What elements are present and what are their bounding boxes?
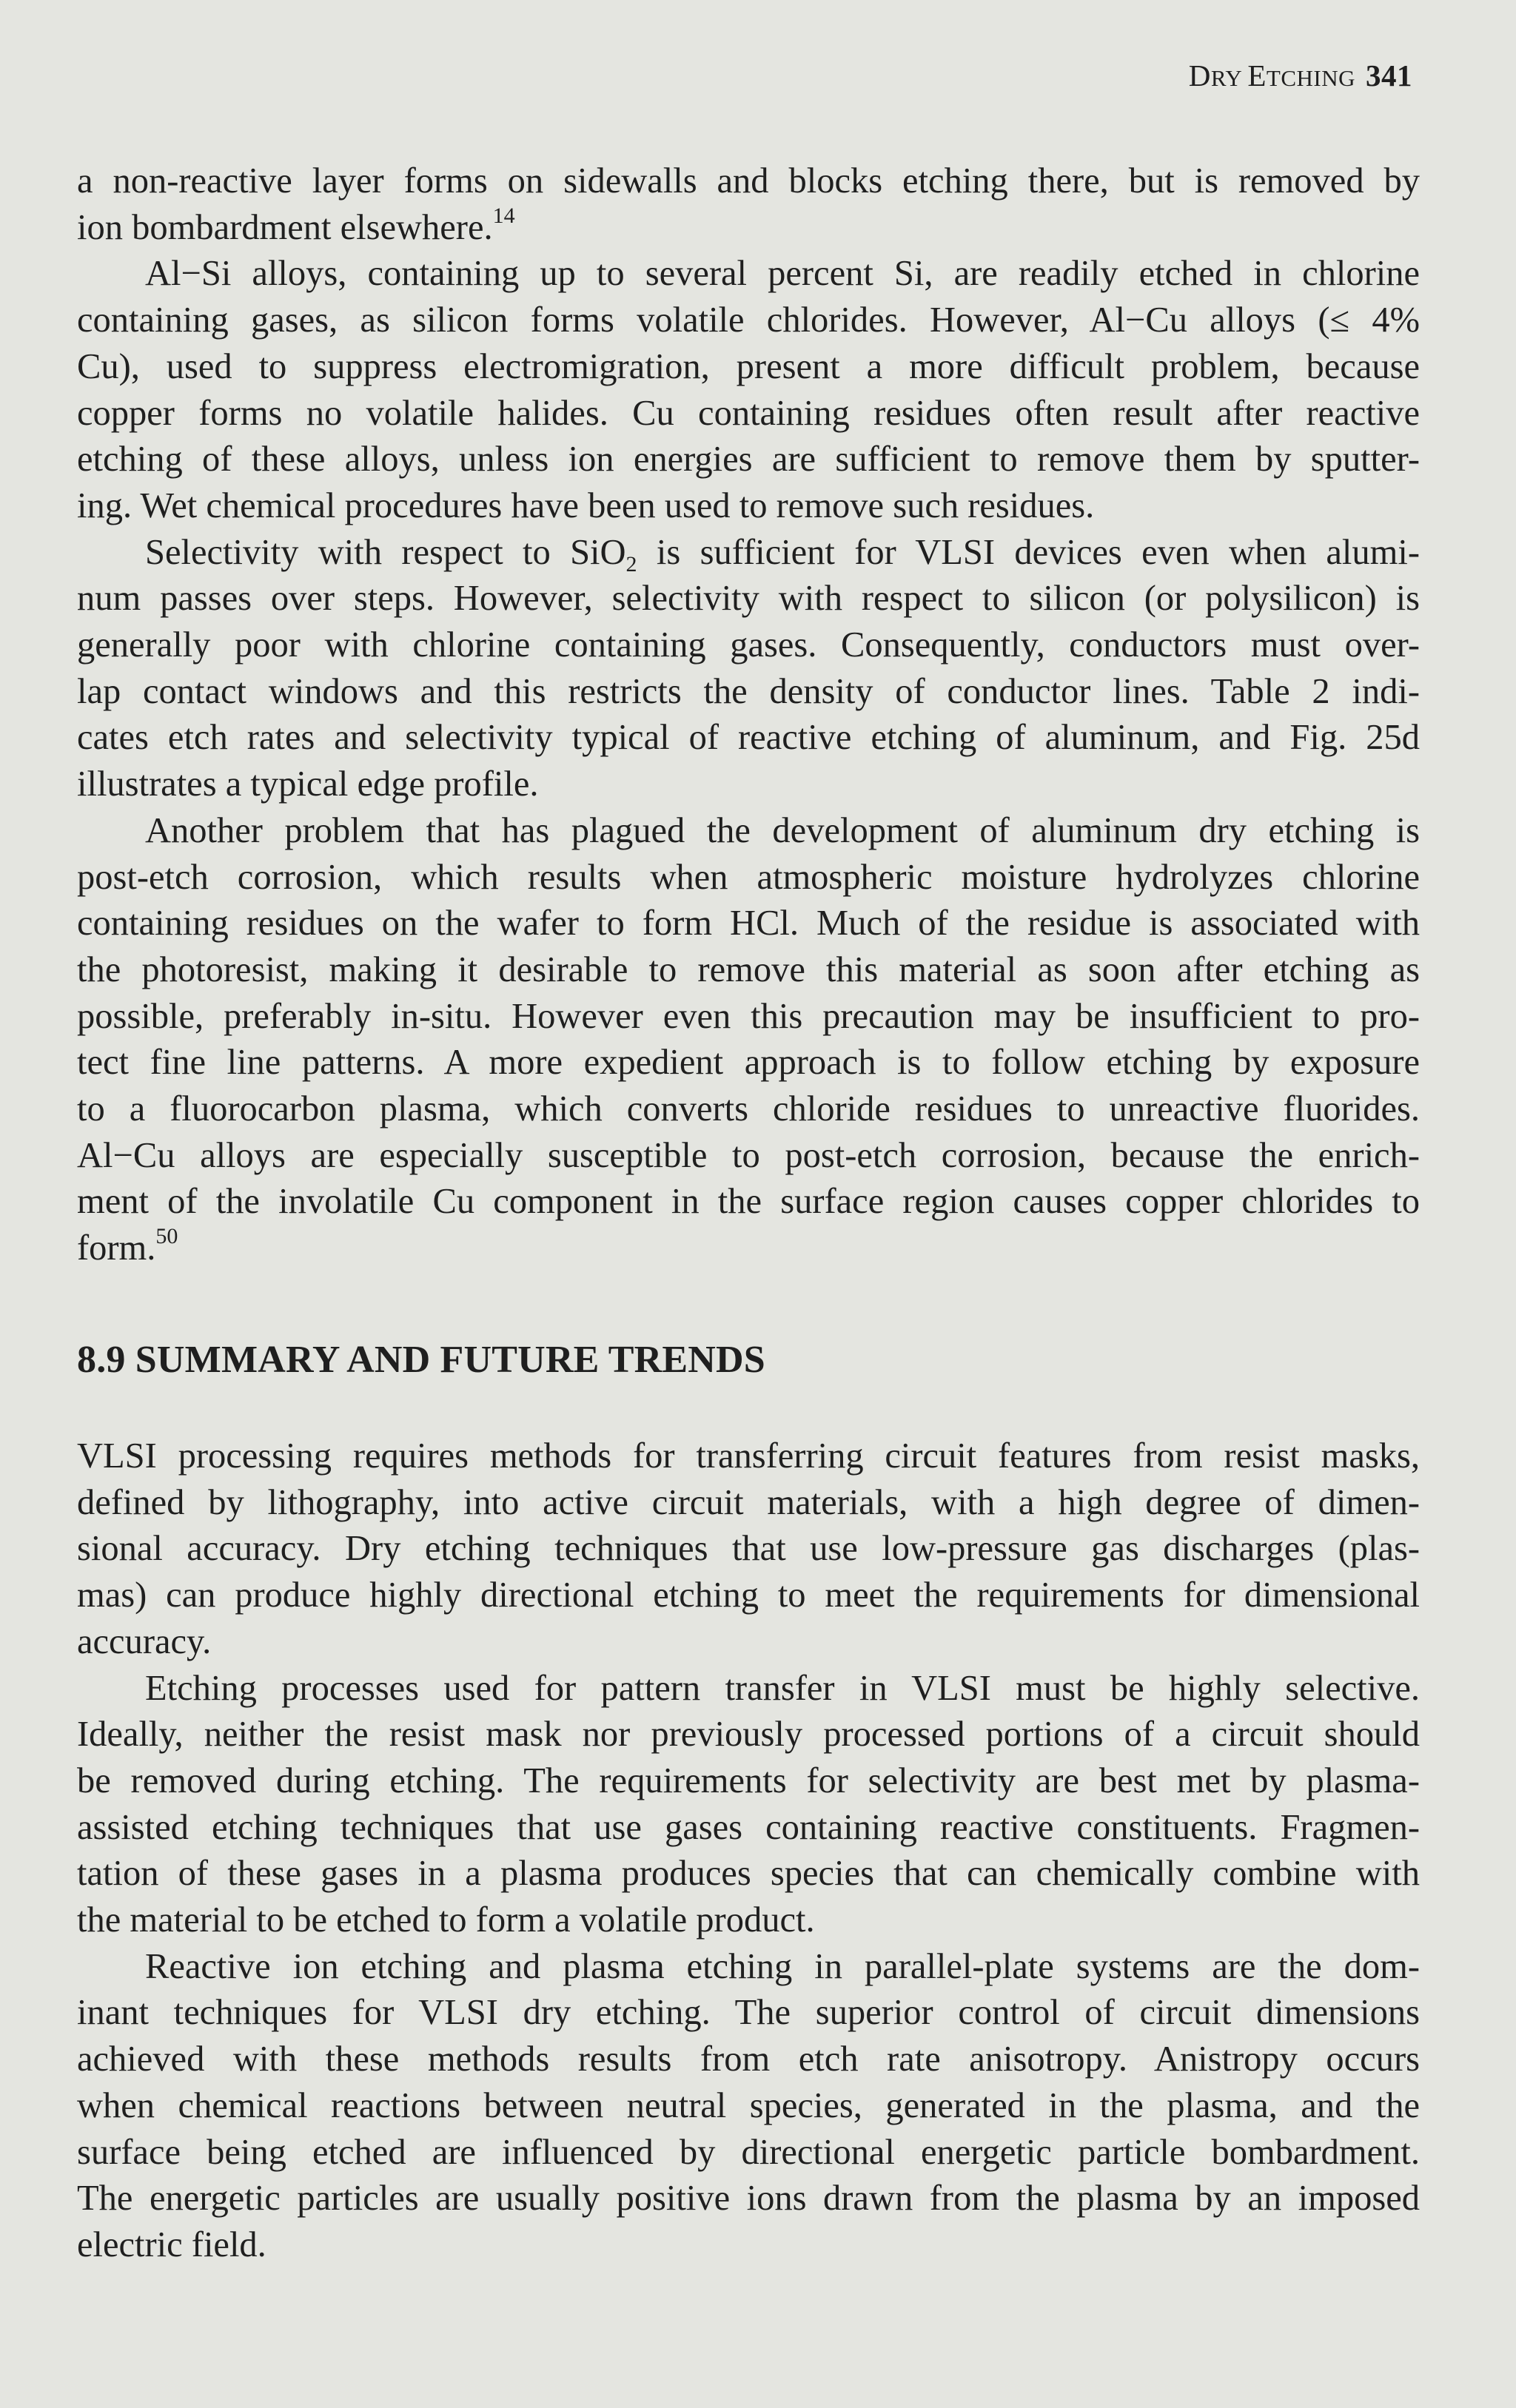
text-line: The energetic particles are usually positive ions drawn from the plasma by an imposed: [77, 2179, 1420, 2219]
text-line: defined by lithography, into active circuit materials, with a high degree of dimen-: [77, 1482, 1420, 1522]
paragraph-sidewall: [77, 158, 1420, 251]
text-line: containing residues on the wafer to form HCl. Much of the residue is associated with: [77, 904, 1420, 944]
footnote-ref: 14: [492, 203, 515, 228]
paragraph-vlsi-processing: [77, 1433, 1420, 1666]
text-line: VLSI processing requires methods for transferring circuit features from resist masks,: [77, 1436, 1420, 1476]
text-line: inant techniques for VLSI dry etching. The superior control of circuit dimensions: [77, 1993, 1420, 2033]
text-line: tect fine line patterns. A more expedient approach is to follow etching by exposure: [77, 1043, 1420, 1083]
text-line: sional accuracy. Dry etching techniques that use low-pressure gas discharges (plas-: [77, 1529, 1420, 1569]
text-line: Cu), used to suppress electromigration, present a more difficult problem, because: [77, 346, 1420, 386]
text-line: generally poor with chlorine containing gases. Consequently, conductors must over-: [77, 625, 1420, 665]
text-line: Al−Cu alloys are especially susceptible to post-etch corrosion, because the enrich-: [77, 1135, 1420, 1175]
paragraph-alloys: [77, 251, 1420, 529]
text-span: form.: [77, 1228, 156, 1268]
text-line: etching of these alloys, unless ion energies are sufficient to remove them by sputter-: [77, 440, 1420, 480]
text-line: be removed during etching. The requirements for selectivity are best met by plasma-: [77, 1760, 1420, 1800]
text-line: cates etch rates and selectivity typical of reactive etching of aluminum, and Fig. 25d: [77, 718, 1420, 758]
text-line: [77, 205, 1420, 252]
subscript: 2: [625, 551, 637, 576]
text-line: achieved with these methods results from etch rate anisotropy. Anistropy occurs: [77, 2039, 1420, 2079]
paragraph-reactive-ion: [77, 1944, 1420, 2269]
text-line: when chemical reactions between neutral species, generated in the plasma, and the: [77, 2085, 1420, 2125]
text-line: Al−Si alloys, containing up to several percent Si, are readily etched in chlorine: [145, 254, 1420, 294]
section-body-upper: [77, 158, 1420, 1272]
text-line: illustrates a typical edge profile.: [77, 764, 539, 804]
running-head-rest-2: TCHING: [1266, 65, 1355, 91]
running-head: [1189, 58, 1412, 93]
text-line: ing. Wet chemical procedures have been used to remove such residues.: [77, 485, 1095, 525]
text-line: containing gases, as silicon forms volatile chlorides. However, Al−Cu alloys (≤ 4%: [77, 300, 1420, 340]
page-number: 341: [1366, 58, 1412, 93]
text-line: possible, preferably in-situ. However even this precaution may be insufficient to pro-: [77, 996, 1420, 1036]
text-line: post-etch corrosion, which results when atmospheric moisture hydrolyzes chlorine: [77, 857, 1420, 897]
running-head-rest-1: RY: [1210, 65, 1248, 91]
paragraph-selectivity: [77, 530, 1420, 808]
text-line: surface being etched are influenced by directional energetic particle bombardment.: [77, 2132, 1420, 2172]
text-line: lap contact windows and this restricts the density of conductor lines. Table 2 indi-: [77, 671, 1420, 711]
text-line: Ideally, neither the resist mask nor previously processed portions of a circuit should: [77, 1715, 1420, 1755]
text-line: ment of the involatile Cu component in the surface region causes copper chlorides to: [77, 1182, 1420, 1222]
text-line: Reactive ion etching and plasma etching in parallel-plate systems are the dom-: [145, 1946, 1420, 1986]
text-line: [77, 1225, 1420, 1272]
text-line: tation of these gases in a plasma produces species that can chemically combine with: [77, 1854, 1420, 1894]
text-line: Another problem that has plagued the development of aluminum dry etching is: [145, 810, 1420, 850]
text-span: is sufficient for VLSI devices even when alumi-: [637, 532, 1420, 572]
running-head-initial-1: D: [1188, 58, 1211, 93]
footnote-ref: 50: [155, 1224, 178, 1249]
text-line: mas) can produce highly directional etching to meet the requirements for dimensional: [77, 1575, 1420, 1615]
section-body-summary: [77, 1433, 1420, 2269]
text-line: assisted etching techniques that use gases containing reactive constituents. Fragmen-: [77, 1807, 1420, 1847]
text-line: accuracy.: [77, 1621, 212, 1661]
text-line: electric field.: [77, 2224, 266, 2264]
text-line: the material to be etched to form a volatile product.: [77, 1900, 815, 1940]
text-line: copper forms no volatile halides. Cu containing residues often result after reactive: [77, 393, 1420, 433]
paragraph-etching-processes: [77, 1666, 1420, 1944]
text-line: [77, 530, 1420, 576]
text-span: Selectivity with respect to SiO: [145, 532, 626, 572]
paragraph-corrosion: [77, 808, 1420, 1272]
running-head-initial-2: E: [1247, 58, 1267, 93]
text-line: a non-reactive layer forms on sidewalls and blocks etching there, but is removed by: [77, 161, 1420, 201]
text-line: Etching processes used for pattern transfer in VLSI must be highly selective.: [145, 1668, 1420, 1708]
section-heading: 8.9 SUMMARY AND FUTURE TRENDS: [77, 1339, 765, 1381]
text-line: to a fluorocarbon plasma, which converts chloride residues to unreactive fluorides.: [77, 1089, 1420, 1129]
text-span: ion bombardment elsewhere.: [77, 207, 493, 247]
text-line: num passes over steps. However, selectivity with respect to silicon (or polysilicon) is: [77, 579, 1420, 619]
text-line: the photoresist, making it desirable to remove this material as soon after etching as: [77, 949, 1420, 989]
